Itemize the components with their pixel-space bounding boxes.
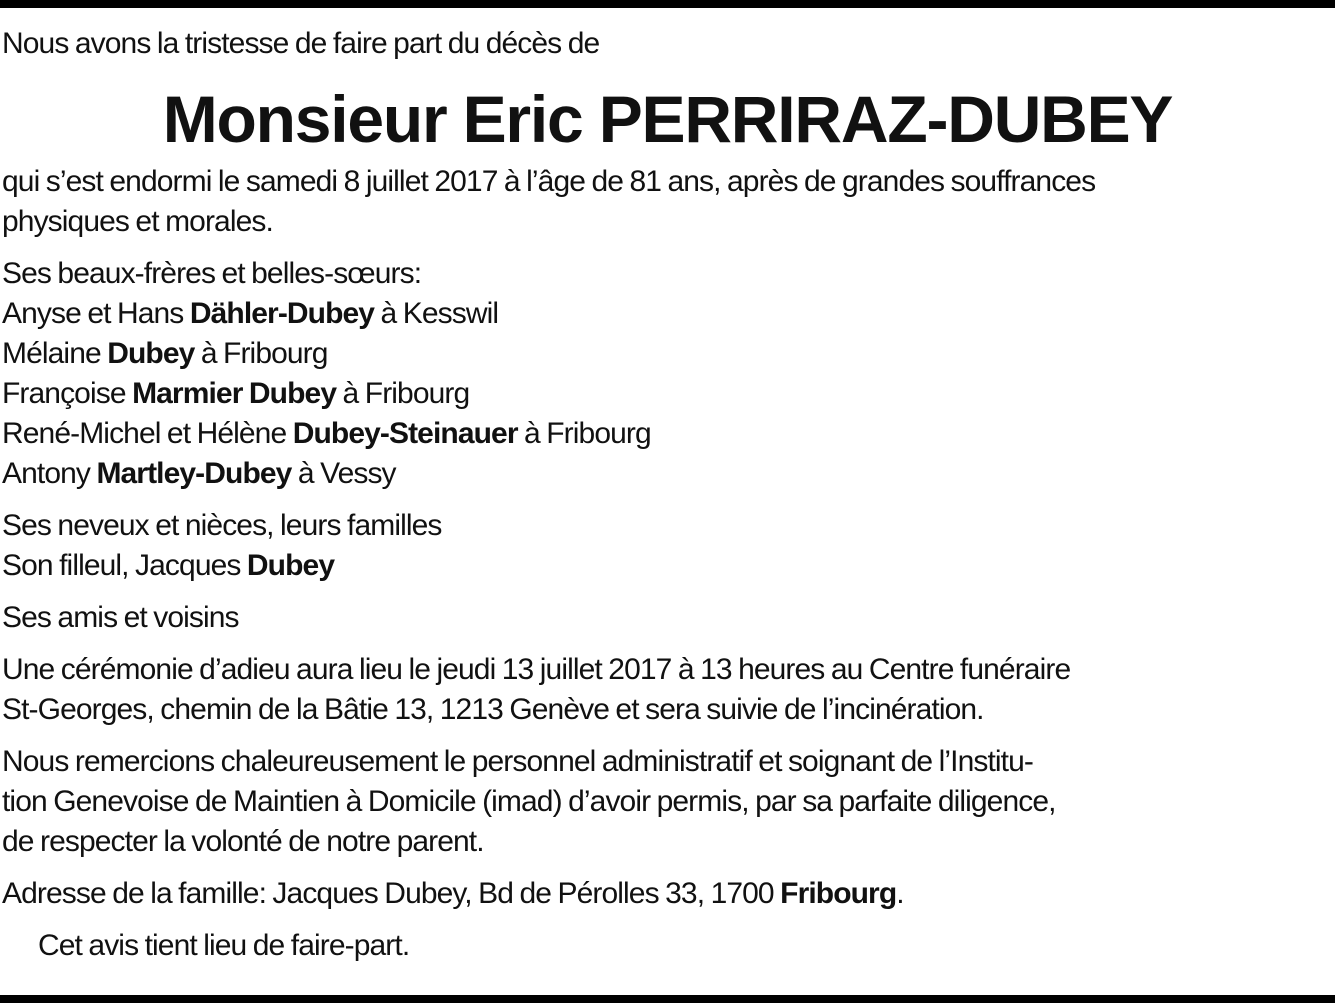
death-line-2: physiques et morales. bbox=[2, 205, 273, 238]
bottom-rule bbox=[0, 995, 1335, 1003]
closing-line: Cet avis tient lieu de faire-part. bbox=[38, 929, 410, 962]
thanks-line-3: de respecter la volonté de notre parent. bbox=[2, 825, 484, 858]
thanks-line-2: tion Genevoise de Maintien à Domicile (imad) d’avoir permis, par sa parfaite diligence, bbox=[2, 785, 1056, 818]
nephews-line: Ses neveux et nièces, leurs familles bbox=[2, 509, 442, 542]
in-law-entry: Antony Martley-Dubey à Vessy bbox=[2, 457, 396, 490]
death-line-1: qui s’est endormi le samedi 8 juillet 2017 à l’âge de 81 ans, après de grandes souffrances bbox=[2, 165, 1096, 198]
in-law-entry: Françoise Marmier Dubey à Fribourg bbox=[2, 377, 470, 410]
obituary-notice bbox=[2, 24, 1333, 966]
thanks-line-1: Nous remercions chaleureusement le personnel administratif et soignant de l’Institu- bbox=[2, 745, 1033, 778]
in-law-entry: Mélaine Dubey à Fribourg bbox=[2, 337, 328, 370]
family-address: Adresse de la famille: Jacques Dubey, Bd de Pérolles 33, 1700 Fribourg. bbox=[2, 877, 904, 910]
ceremony-line-2: St-Georges, chemin de la Bâtie 13, 1213 Genève et sera suivie de l’incinération. bbox=[2, 693, 984, 726]
ceremony-line-1: Une cérémonie d’adieu aura lieu le jeudi 13 juillet 2017 à 13 heures au Centre funéraire bbox=[2, 653, 1071, 686]
friends-line: Ses amis et voisins bbox=[2, 601, 239, 634]
deceased-name: Monsieur Eric PERRIRAZ-DUBEY bbox=[162, 82, 1173, 156]
in-law-entry: René-Michel et Hélène Dubey-Steinauer à Fribourg bbox=[2, 417, 651, 450]
in-laws-heading: Ses beaux-frères et belles-sœurs: bbox=[2, 257, 422, 290]
intro-line: Nous avons la tristesse de faire part du décès de bbox=[2, 27, 600, 60]
godson-line: Son filleul, Jacques Dubey bbox=[2, 549, 335, 582]
in-law-entry: Anyse et Hans Dähler-Dubey à Kesswil bbox=[2, 297, 499, 330]
top-rule bbox=[0, 0, 1335, 8]
